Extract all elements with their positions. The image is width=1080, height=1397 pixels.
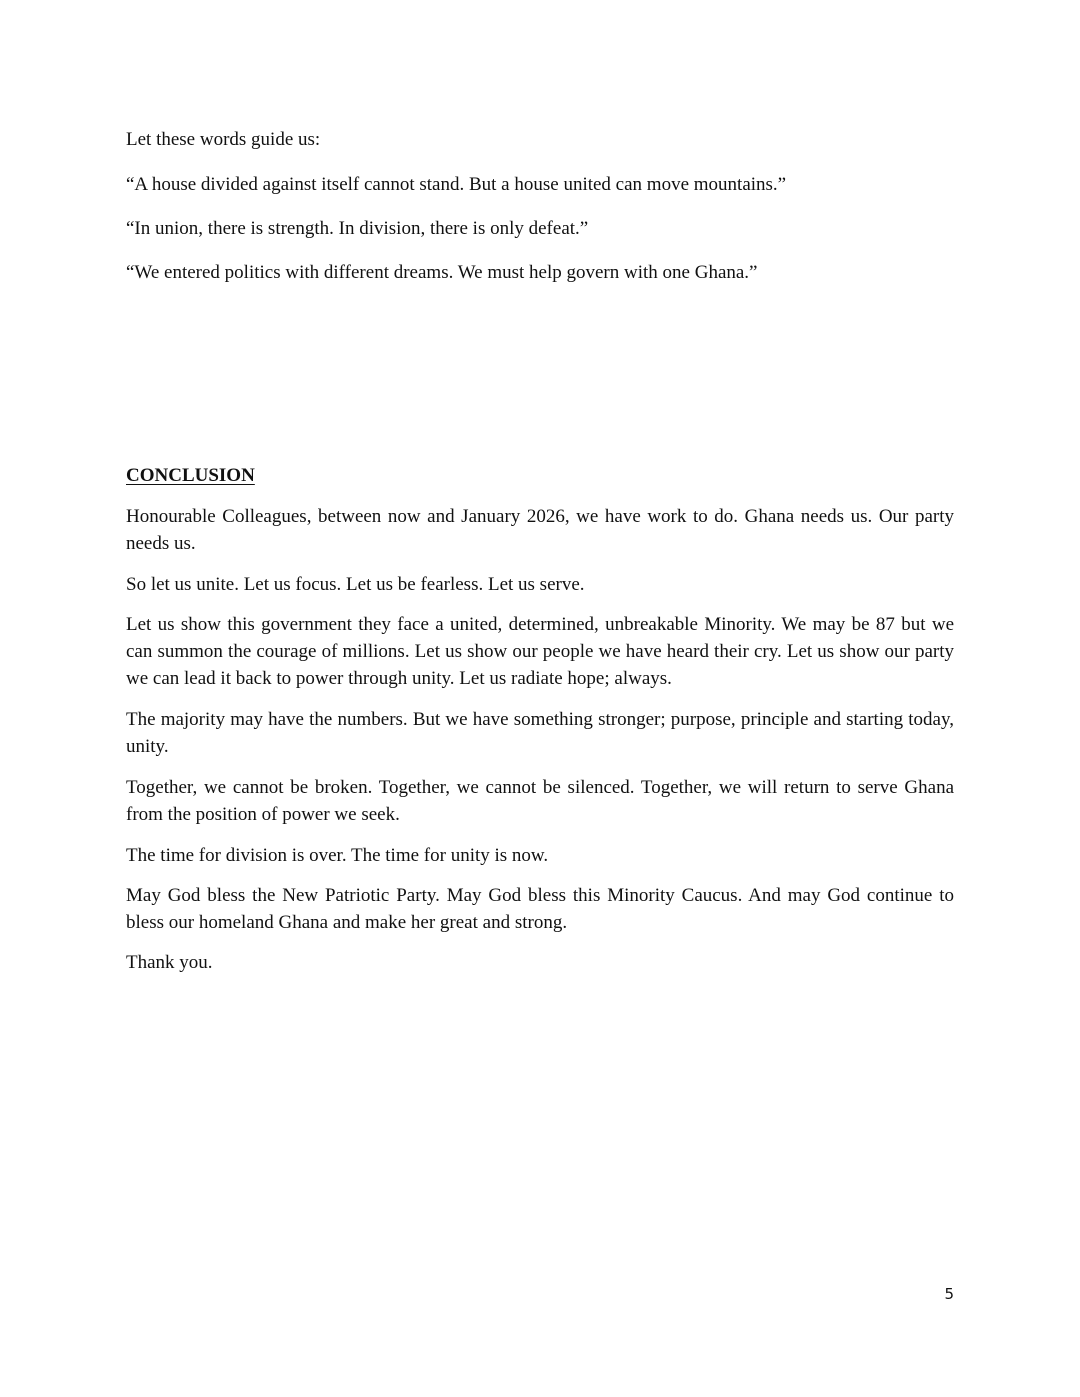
conclusion-paragraph: The majority may have the numbers. But we have something stronger; purpose, principle and starting today, unity. xyxy=(126,709,954,757)
conclusion-paragraph: Honourable Colleagues, between now and January 2026, we have work to do. Ghana needs us. Our party needs us. xyxy=(126,506,954,554)
conclusion-paragraph: Together, we cannot be broken. Together, we cannot be silenced. Together, we will return to serve Ghana from the position of power we seek. xyxy=(126,777,954,825)
conclusion-paragraph: May God bless the New Patriotic Party. May God bless this Minority Caucus. And may God continue to bless our homeland Ghana and make her great and strong. xyxy=(126,885,954,933)
intro-lead: Let these words guide us: xyxy=(126,129,321,150)
quote-line: “In union, there is strength. In division, there is only defeat.” xyxy=(126,218,589,239)
quote-line: “A house divided against itself cannot stand. But a house united can move mountains.” xyxy=(126,174,787,195)
quote-line: “We entered politics with different dreams. We must help govern with one Ghana.” xyxy=(126,262,758,283)
section-heading: CONCLUSION xyxy=(126,465,255,486)
closing-line: Thank you. xyxy=(126,952,213,973)
conclusion-paragraph: Let us show this government they face a united, determined, unbreakable Minority. We may be 87 but we can summon the courage of millions. Let us show our people we have heard their cry. Let us show our party we can lead it back to power through unity. Let us radiate hope; always. xyxy=(126,614,954,689)
conclusion-paragraph: So let us unite. Let us focus. Let us be fearless. Let us serve. xyxy=(126,574,585,595)
conclusion-paragraph: The time for division is over. The time for unity is now. xyxy=(126,845,549,866)
page-number: 5 xyxy=(944,1285,954,1303)
